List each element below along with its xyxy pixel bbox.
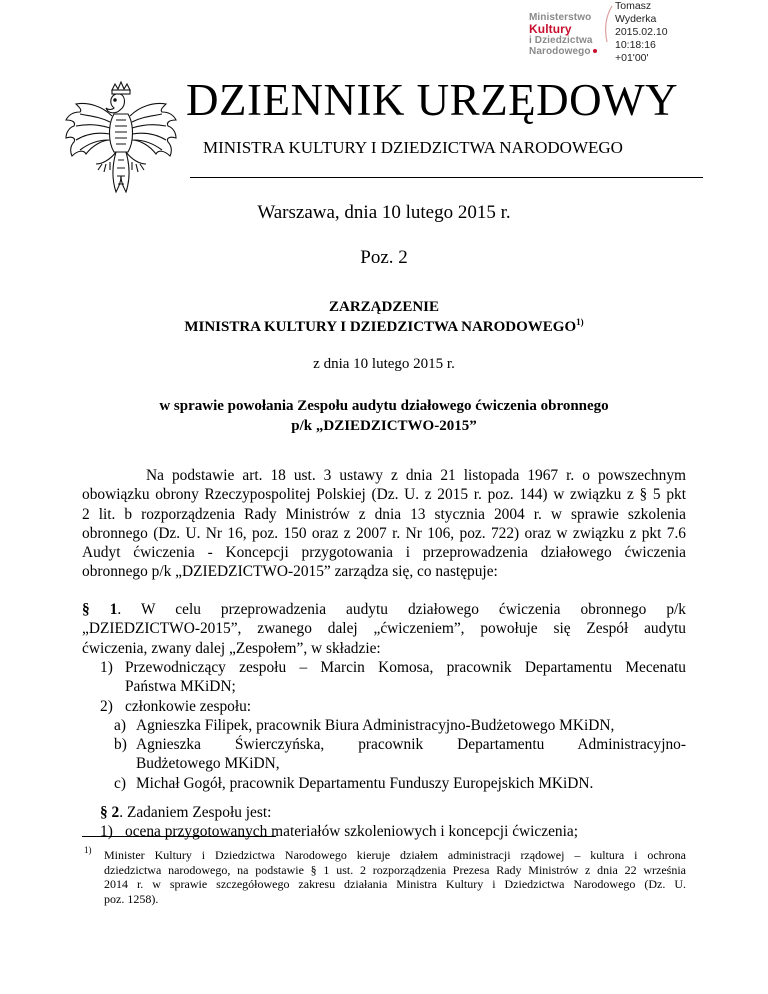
sublist-item-letter: b) xyxy=(114,736,127,753)
signer-first-name: Tomasz xyxy=(615,0,652,12)
section-1-line: § 1. W celu przeprowadzenia audytu działowego ćwiczenia obronnego p/k xyxy=(82,601,686,618)
logo-line-2: Kultury xyxy=(529,22,572,36)
sublist-item: Agnieszka Filipek, pracownik Biura Administracyjno-Budżetowego MKiDN, xyxy=(136,717,615,734)
act-subject-line-2: p/k „DZIEDZICTWO-2015” xyxy=(291,418,477,434)
list-item-number: 1) xyxy=(100,659,113,676)
footnote-line: 2014 r. w sprawie szczegółowego zakresu działania Ministra Kultury i Dziedzictwa Narodowego (Dz. U. xyxy=(104,877,686,892)
issue-place-date: Warszawa, dnia 10 lutego 2015 r. xyxy=(257,202,511,223)
signature-date: 2015.02.10 xyxy=(615,26,668,38)
sublist-item-letter: c) xyxy=(114,775,126,792)
list-item-number: 2) xyxy=(100,698,113,715)
footnote-line: dziedzictwa narodowego, na podstawie § 1 ust. 2 rozporządzenia Prezesa Rady Ministrów z dnia 22 września xyxy=(104,862,686,877)
section-1-line: „DZIEDZICTWO-2015”, zwanego dalej „ćwiczeniem”, powołuje się Zespół audytu xyxy=(82,620,686,638)
footnote-line: poz. 1258). xyxy=(104,891,159,906)
journal-title: DZIENNIK URZĘDOWY xyxy=(186,75,679,125)
act-issuer: MINISTRA KULTURY I DZIEDZICTWA NARODOWEGO$^{1)}$ xyxy=(184,317,584,335)
footnote-text xyxy=(104,848,686,906)
list-item: Państwa MKiDN; xyxy=(125,678,236,695)
section-1 xyxy=(82,600,686,658)
signature-time: 10:18:16 xyxy=(615,39,656,51)
header-divider xyxy=(190,177,703,178)
act-date: z dnia 10 lutego 2015 r. xyxy=(313,356,455,372)
section-2-intro: § 2. Zadaniem Zespołu jest: xyxy=(100,804,272,821)
logo-line-3: i Dziedzictwa xyxy=(529,35,593,46)
section-2-mark: § 2 xyxy=(100,804,120,821)
preamble-line: obronnego p/k „DZIEDZICTWO-2015” zarządza się, co następuje: xyxy=(82,563,498,581)
footnote-line: Minister Kultury i Dziedzictwa Narodowego kieruje działem administracji rządowej – kultura i ochrona xyxy=(104,848,686,862)
sublist-item: Agnieszka Świerczyńska, pracownik Departamentu Administracyjno- xyxy=(136,736,686,753)
journal-subtitle: MINISTRA KULTURY I DZIEDZICTWA NARODOWEGO xyxy=(203,138,623,157)
act-type: ZARZĄDZENIE xyxy=(328,299,440,315)
footnote-ref[interactable]: 1) xyxy=(576,317,584,327)
preamble-line: obowiązku obrony Rzeczypospolitej Polskiej (Dz. U. z 2015 r. poz. 144) w związku z § 5 pkt xyxy=(82,486,686,504)
footnote-divider xyxy=(82,836,276,837)
preamble xyxy=(82,466,686,582)
digital-signature[interactable] xyxy=(615,0,668,65)
polish-eagle-emblem-icon xyxy=(62,80,180,206)
preamble-line: 2 lit. b rozporządzenia Rady Ministrów z dnia 13 stycznia 2004 r. w sprawie szkolenia xyxy=(82,505,686,523)
list-item-number: 1) xyxy=(100,823,113,840)
section-1-line: ćwiczenia, zwany dalej „Zespołem”, w składzie: xyxy=(82,639,381,657)
signer-last-name: Wyderka xyxy=(615,13,657,25)
preamble-line: Audyt ćwiczenia - Koncepcji przygotowania i przeprowadzenia działowego ćwiczenia xyxy=(82,544,686,562)
logo-dot-icon xyxy=(593,49,597,53)
sublist-item: Budżetowego MKiDN, xyxy=(136,755,280,772)
act-subject-line-1: w sprawie powołania Zespołu audytu działowego ćwiczenia obronnego xyxy=(159,398,609,414)
list-item: ocena przygotowanych materiałów szkoleniowych i koncepcji ćwiczenia; xyxy=(125,823,578,840)
logo-line-4: Narodowego xyxy=(529,46,613,57)
signature-timezone: +01'00' xyxy=(615,52,649,64)
sublist-item: Michał Gogół, pracownik Departamentu Funduszy Europejskich MKiDN. xyxy=(136,775,594,792)
sublist-item-letter: a) xyxy=(114,717,126,734)
issue-position: Poz. 2 xyxy=(360,247,408,268)
section-1-mark: § 1 xyxy=(82,601,118,618)
footnote-mark: 1) xyxy=(84,845,92,855)
preamble-line: obronnego (Dz. U. Nr 16, poz. 150 oraz z 2007 r. Nr 106, poz. 722) oraz w związku z pkt 7.6 xyxy=(82,524,686,542)
logo-line-1: Ministerstwo xyxy=(529,12,592,23)
list-item: Przewodniczący zespołu – Marcin Komosa, pracownik Departamentu Mecenatu xyxy=(125,659,686,676)
preamble-line: Na podstawie art. 18 ust. 3 ustawy z dnia 21 listopada 1967 r. o powszechnym xyxy=(146,467,686,484)
list-item: członkowie zespołu: xyxy=(125,698,252,715)
